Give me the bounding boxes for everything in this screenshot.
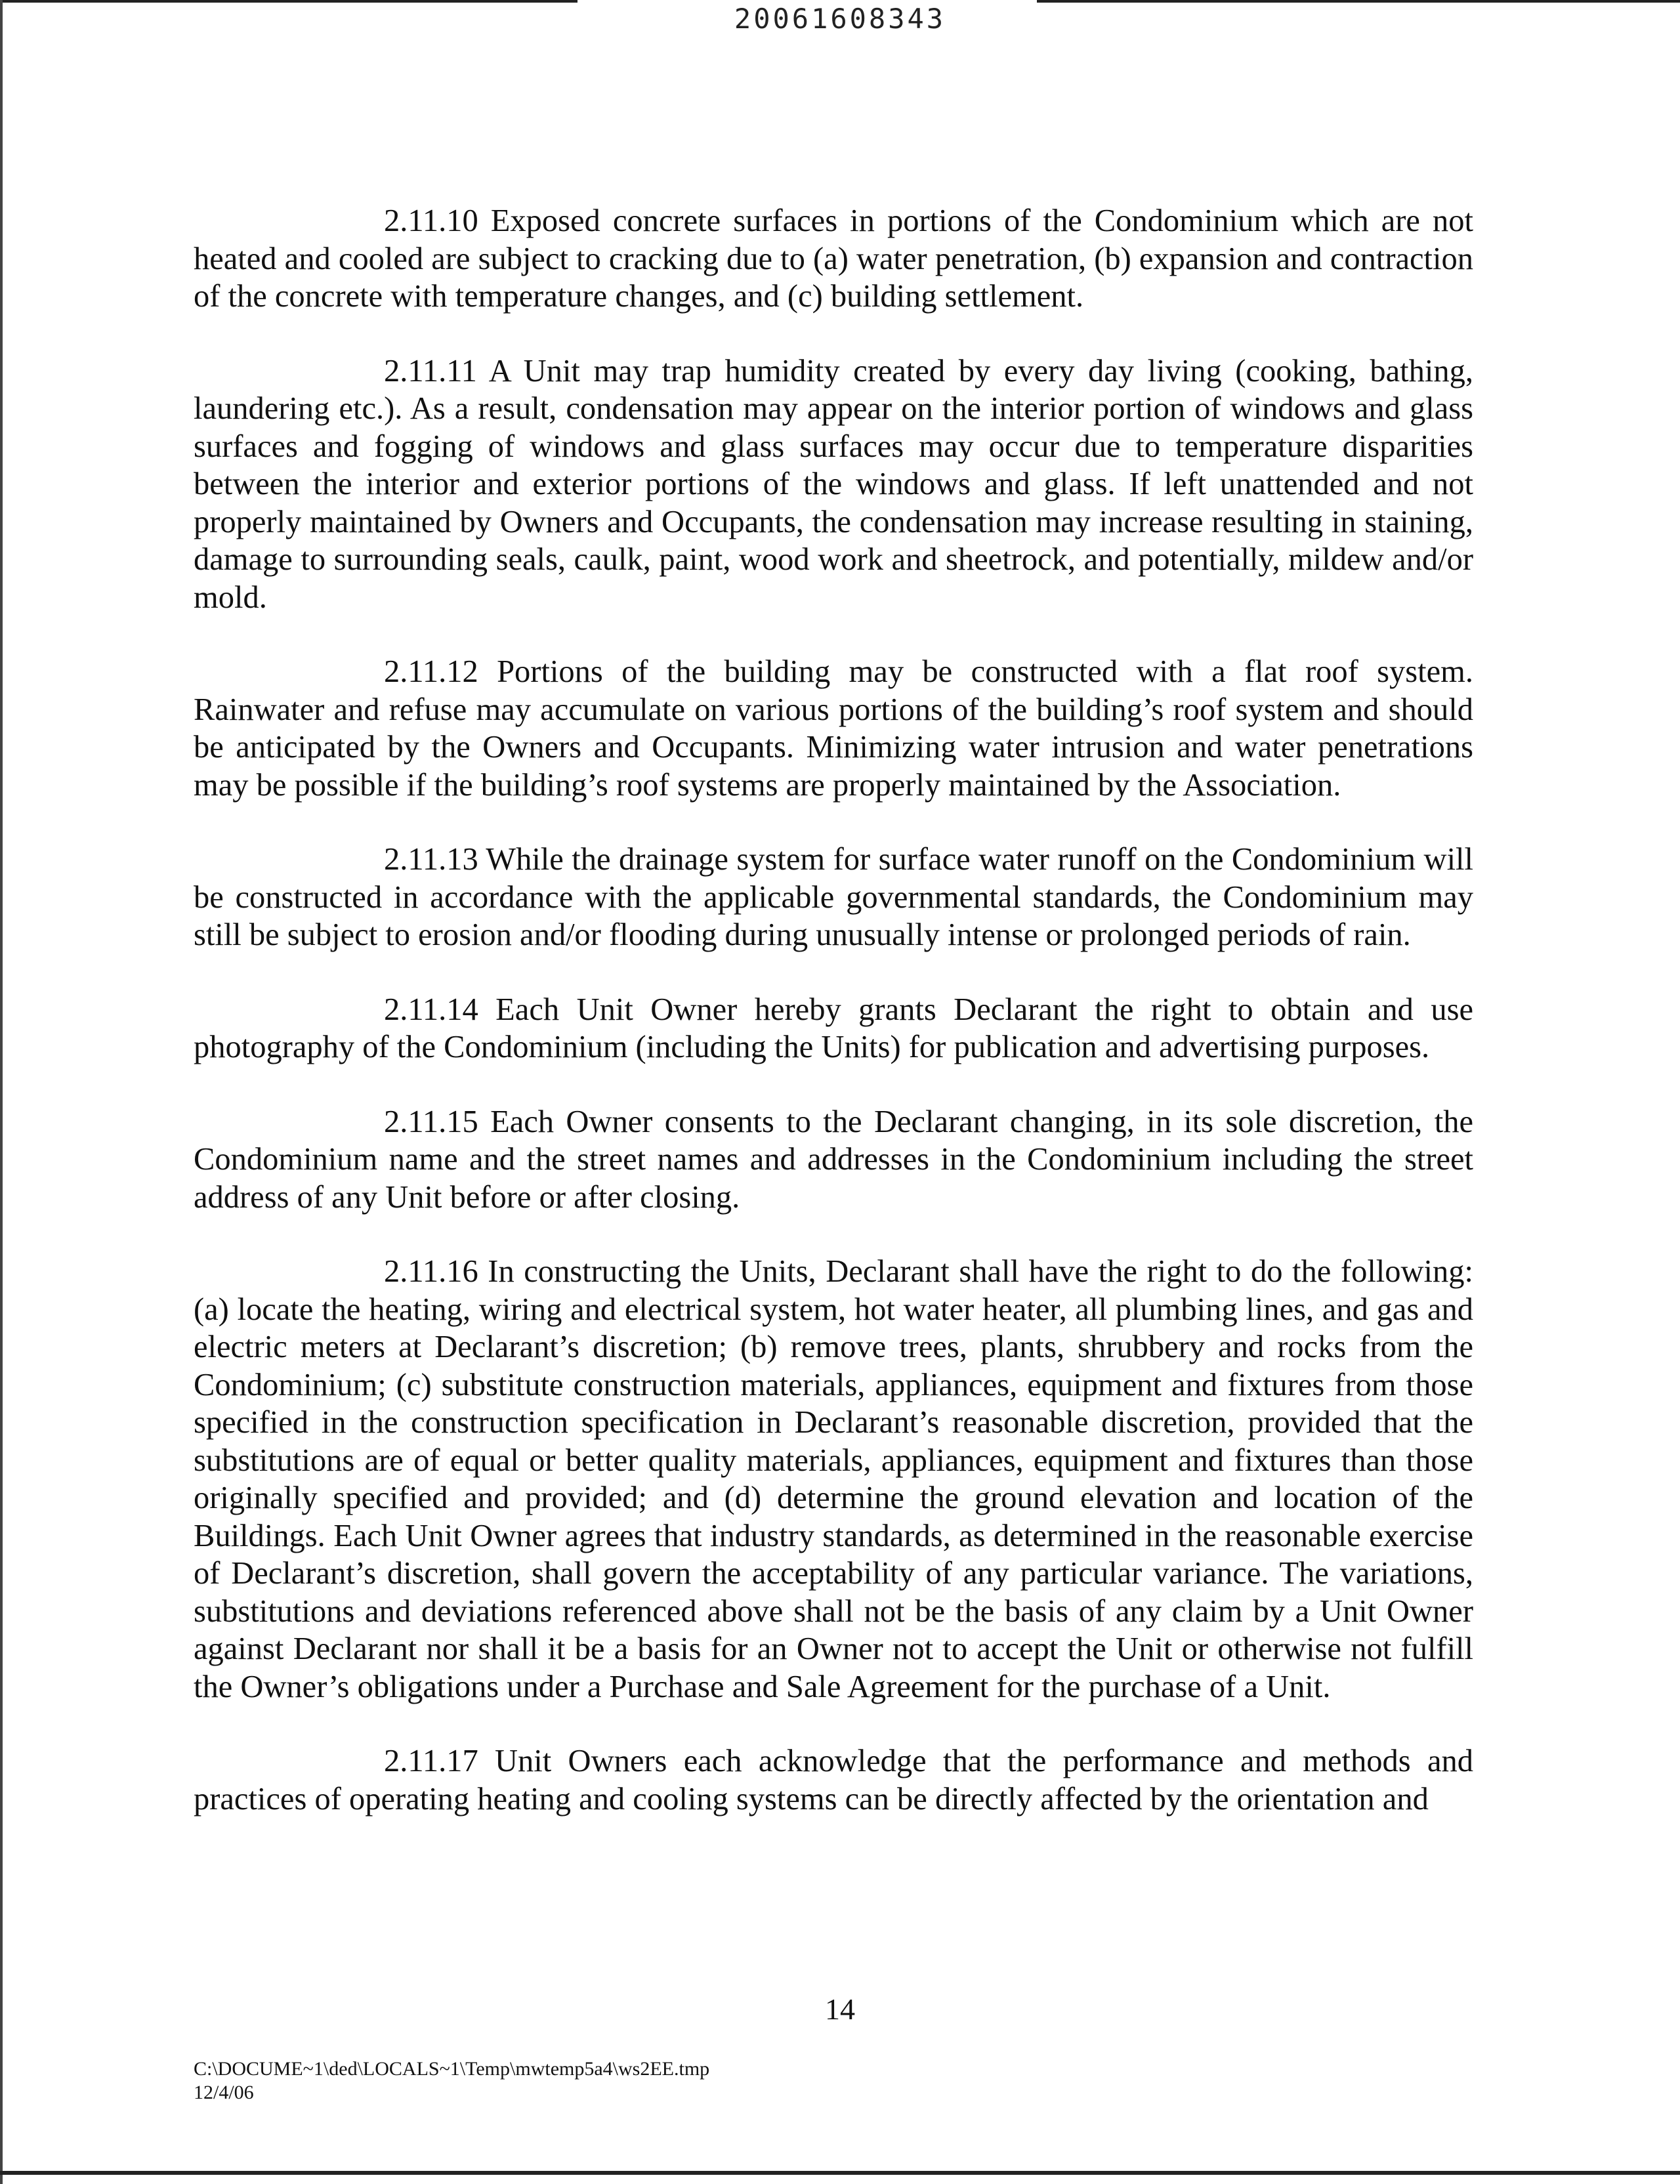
paragraph-2-11-15: 2.11.15 Each Owner consents to the Declarant changing, in its sole discretion, the Condominium name and the street names and addresses in the Condominium including the street address of any Unit before or after closing. xyxy=(194,1104,1473,1215)
page-number: 14 xyxy=(825,1992,855,2026)
footer xyxy=(194,2057,709,2105)
paragraph-2-11-10: 2.11.10 Exposed concrete surfaces in portions of the Condominium which are not heated and cooled are subject to cracking due to (a) water penetration, (b) expansion and contraction of the concrete with temperature changes, and (c) building settlement. xyxy=(194,203,1473,314)
document-body xyxy=(194,202,1473,1855)
scan-border-bottom xyxy=(0,2171,1680,2175)
paragraph-2-11-14: 2.11.14 Each Unit Owner hereby grants Declarant the right to obtain and use photography of the Condominium (including the Units) for publication and advertising purposes. xyxy=(194,992,1473,1064)
scan-border-left xyxy=(0,0,3,2184)
document-number: 20061608343 xyxy=(734,3,946,35)
paragraph-2-11-12: 2.11.12 Portions of the building may be constructed with a flat roof system. Rainwater and refuse may accumulate on various portions of the building’s roof system and should be anticipated by the Owners and Occupants. Minimizing water intrusion and water penetrations may be possible if the building’s roof systems are properly maintained by the Association. xyxy=(194,654,1473,803)
paragraph-2-11-17: 2.11.17 Unit Owners each acknowledge that the performance and methods and practices of operating heating and cooling systems can be directly affected by the orientation and xyxy=(194,1744,1473,1816)
paragraph-2-11-16: 2.11.16 In constructing the Units, Declarant shall have the right to do the following: (a) locate the heating, wiring and electrical system, hot water heater, all plumbing lines, and gas and electric meters at Declarant’s discretion; (b) remove trees, plants, shrubbery and rocks from the Condominium; (c) substitute construction materials, appliances, equipment and fixtures from those specified in the construction specification in Declarant’s reasonable discretion, provided that the substitutions are of equal or better quality materials, appliances, equipment and fixtures than those originally specified and provided; and (d) determine the ground elevation and location of the Buildings. Each Unit Owner agrees that industry standards, as determined in the reasonable exercise of Declarant’s discretion, shall govern the acceptability of any particular variance. The variations, substitutions and deviations referenced above shall not be the basis of any claim by a Unit Owner against Declarant nor shall it be a basis for an Owner not to accept the Unit or otherwise not fulfill the Owner’s obligations under a Purchase and Sale Agreement for the purchase of a Unit. xyxy=(194,1254,1473,1704)
footer-file-path: C:\DOCUME~1\ded\LOCALS~1\Temp\mwtemp5a4\ws2EE.tmp xyxy=(194,2058,710,2080)
footer-date: 12/4/06 xyxy=(194,2082,254,2103)
paragraph-2-11-13: 2.11.13 While the drainage system for surface water runoff on the Condominium will be constructed in accordance with the applicable governmental standards, the Condominium may still be subject to erosion and/or flooding during unusually intense or prolonged periods of rain. xyxy=(194,842,1473,952)
paragraph-2-11-11: 2.11.11 A Unit may trap humidity created by every day living (cooking, bathing, laundering etc.). As a result, condensation may appear on the interior portion of windows and glass surfaces and fogging of windows and glass surfaces may occur due to temperature disparities between the interior and exterior portions of the windows and glass. If left unattended and not properly maintained by Owners and Occupants, the condensation may increase resulting in staining, damage to surrounding seals, caulk, paint, wood work and sheetrock, and potentially, mildew and/or mold. xyxy=(194,353,1473,615)
